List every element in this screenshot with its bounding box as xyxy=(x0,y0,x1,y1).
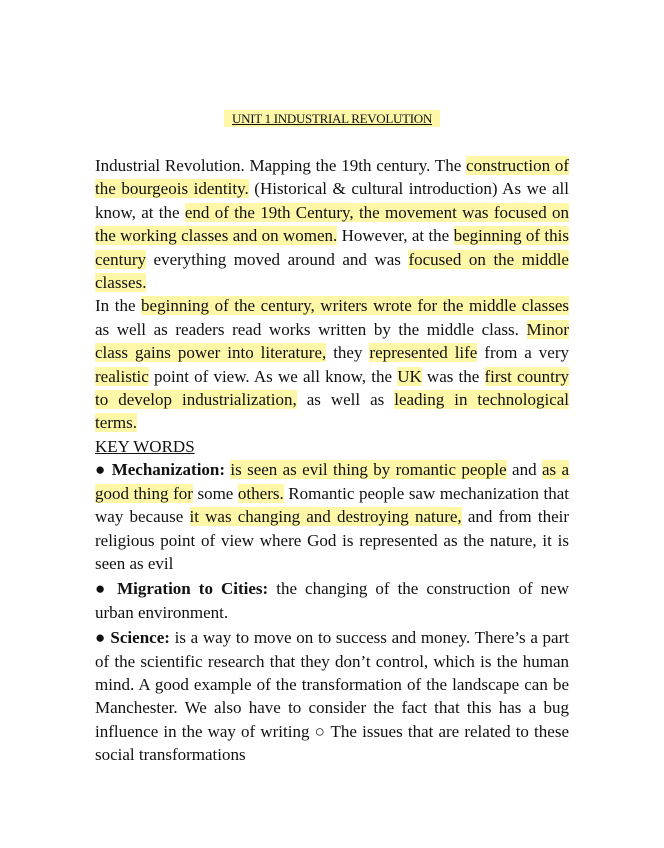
text-run: In the xyxy=(95,296,142,316)
highlighted-text: it was changing and destroying nature, xyxy=(189,507,462,527)
bullet-term: Science: xyxy=(110,628,170,648)
highlighted-text: beginning of this century xyxy=(95,226,569,269)
highlighted-text: leading in technological terms. xyxy=(95,390,570,433)
text-run: and xyxy=(506,460,542,480)
text-run: they xyxy=(326,343,370,363)
text-run: as well as readers read works written by the middle class. xyxy=(95,319,527,339)
text-run: However, at the xyxy=(337,226,454,246)
highlighted-text: realistic xyxy=(95,366,149,386)
mechanization-bullet xyxy=(95,458,569,575)
bullet-icon: ● xyxy=(95,628,111,648)
science-bullet xyxy=(95,626,569,766)
text-run: is a way to move on to success and money. There’s a part of the scientific research that they don’t control, which is the human mind. A good example of the transformation of the landscape can be Manchester. We also have to consider the fact that this has a bug influence in the way of writing ○ The issues that are related to these social transformations xyxy=(95,628,569,765)
text-run: (Historical & cultural introduction) As we all know, at the xyxy=(95,179,570,222)
highlighted-text: as a good thing for xyxy=(95,460,570,503)
text-run: point of view. As we all know, the xyxy=(148,366,398,386)
bullet-icon: ● xyxy=(95,579,118,599)
text-run: everything moved around and was xyxy=(145,249,409,269)
highlighted-text: construction of the bourgeois identity. xyxy=(95,156,570,199)
highlighted-text: UK xyxy=(397,366,422,386)
text-run: as well as xyxy=(296,390,395,410)
page-title xyxy=(0,111,664,127)
document-body xyxy=(95,154,569,767)
page-title-text: UNIT 1 INDUSTRIAL REVOLUTION xyxy=(224,110,440,127)
highlighted-text: first country to develop industrialization, xyxy=(95,366,569,410)
highlighted-text: represented life xyxy=(369,343,478,363)
highlighted-text: is seen as evil thing by romantic people xyxy=(230,460,507,480)
intro-paragraph xyxy=(95,154,569,294)
highlighted-text: Minor class gains power into literature, xyxy=(95,319,569,363)
century-paragraph xyxy=(95,294,569,434)
text-run: from a very xyxy=(477,343,569,363)
bullet-term: Migration to Cities: xyxy=(117,579,269,599)
text-run: Romantic people saw mechanization that way because xyxy=(95,483,569,527)
bullet-icon: ● xyxy=(95,460,112,480)
highlighted-text: beginning of the century, writers wrote for the middle classes xyxy=(141,296,570,316)
text-run: the changing of the construction of new urban environment. xyxy=(95,579,569,622)
text-run: was the xyxy=(421,366,485,386)
bullet-term: Mechanization: xyxy=(111,460,226,480)
highlighted-text: focused on the middle classes. xyxy=(95,249,569,293)
highlighted-text: others. xyxy=(237,483,284,503)
migration-bullet xyxy=(95,577,569,624)
keywords-heading: KEY WORDS xyxy=(95,436,195,456)
text-run: Industrial Revolution. Mapping the 19th century. The xyxy=(95,156,467,175)
highlighted-text: end of the 19th Century, the movement was focused on the working classes and on women. xyxy=(95,202,569,246)
text-run: and from their religious point of view where God is represented as the nature, it is seen as evil xyxy=(95,507,569,573)
text-run: some xyxy=(192,483,238,503)
